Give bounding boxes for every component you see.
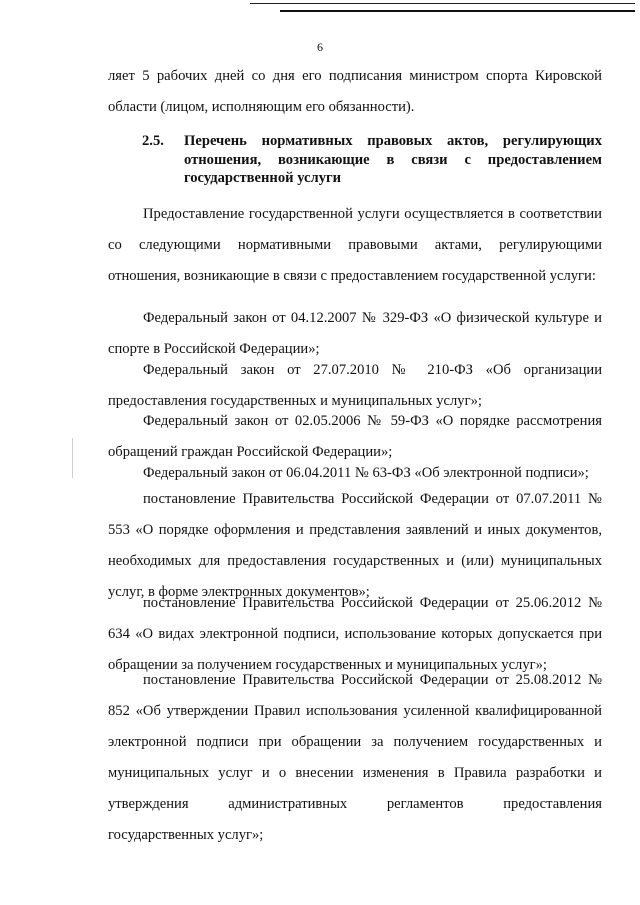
section-title: Перечень нормативных правовых актов, регулирующих отношения, возникающие в связи с предоставлением государственной услуги bbox=[184, 133, 602, 186]
page-number: 6 bbox=[317, 40, 323, 54]
list-item-law-63: Федеральный закон от 06.04.2011 № 63-ФЗ «Об электронной подписи»; bbox=[143, 465, 589, 481]
list-item-resolution-634: постановление Правительства Российской Федерации от 25.06.2012 № 634 «О видах электронной подписи, использование которых допускается при обращении за получением государственных и муниципальных услуг»; bbox=[108, 595, 602, 673]
section-heading bbox=[142, 132, 602, 188]
paragraph-continuation: ляет 5 рабочих дней со дня его подписания министром спорта Кировской области (лицом, исполняющим его обязанности). bbox=[108, 68, 602, 115]
list-item-law-59: Федеральный закон от 02.05.2006 № 59-ФЗ «О порядке рассмотрения обращений граждан Российской Федерации»; bbox=[108, 413, 602, 460]
section-number: 2.5. bbox=[142, 133, 164, 149]
margin-mark bbox=[72, 438, 73, 478]
paragraph-intro: Предоставление государственной услуги осуществляется в соответствии со следующими нормативными правовыми актами, регулирующими отношения, возникающие в связи с предоставлением государственной услуги: bbox=[108, 206, 602, 284]
list-item-resolution-852: постановление Правительства Российской Федерации от 25.08.2012 № 852 «Об утверждении Правил использования усиленной квалифицированной электронной подписи при обращении за получением государственных и муниципальных услуг и о внесении изменения в Правила разработки и утверждения административных регламентов предоставления государственных услуг»; bbox=[108, 672, 602, 843]
top-rule bbox=[250, 3, 635, 4]
list-item-resolution-553: постановление Правительства Российской Федерации от 07.07.2011 № 553 «О порядке оформления и представления заявлений и иных документов, необходимых для предоставления государственных и (или) муниципальных услуг, в форме электронных документов»; bbox=[108, 491, 602, 600]
list-item-law-210: Федеральный закон от 27.07.2010 № 210-ФЗ «Об организации предоставления государственных и муниципальных услуг»; bbox=[108, 362, 602, 409]
top-rule-thick bbox=[280, 10, 635, 12]
list-item-law-329: Федеральный закон от 04.12.2007 № 329-ФЗ «О физической культуре и спорте в Российской Федерации»; bbox=[108, 310, 602, 357]
